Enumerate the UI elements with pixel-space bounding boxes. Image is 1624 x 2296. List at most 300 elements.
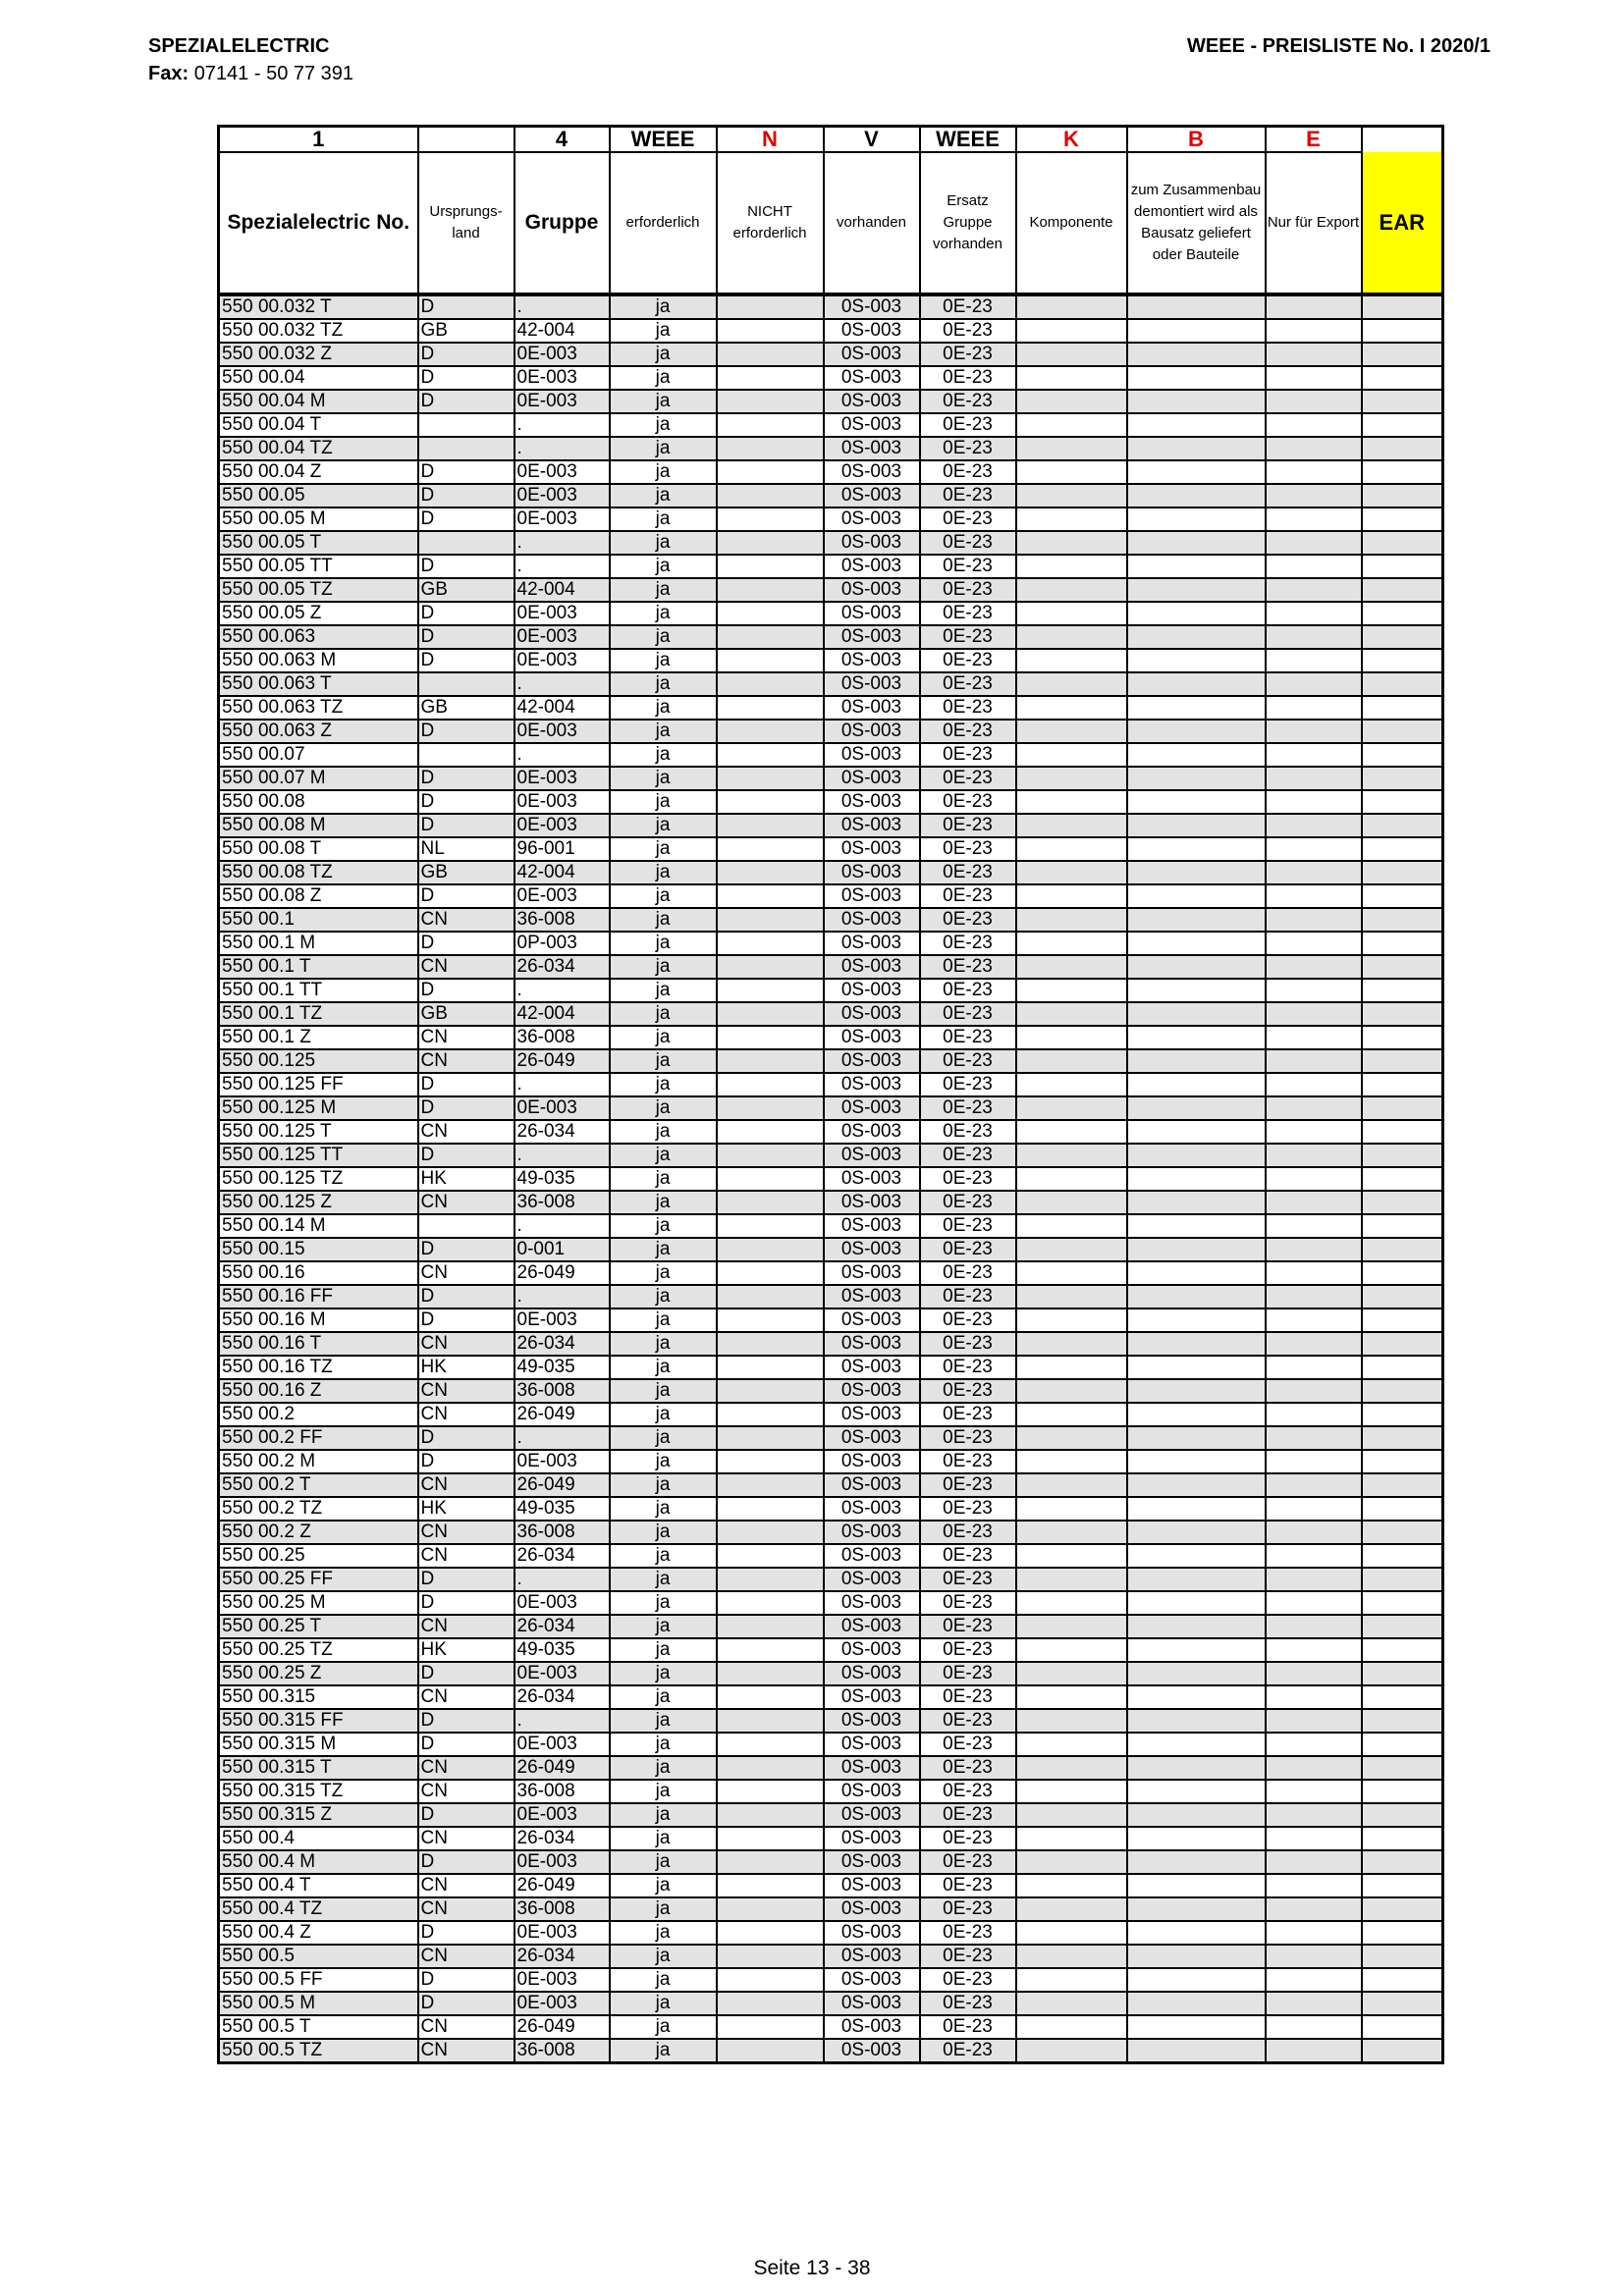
cell-nicht-erforderlich — [717, 1968, 824, 1992]
cell-vorhanden: 0S-003 — [824, 743, 920, 767]
cell-ersatz-gruppe: 0E-23 — [920, 814, 1016, 837]
cell-ear — [1362, 437, 1443, 460]
cell-gruppe: 36-008 — [514, 2039, 610, 2063]
cell-vorhanden: 0S-003 — [824, 1544, 920, 1568]
cell-vorhanden: 0S-003 — [824, 1733, 920, 1756]
table-row — [219, 884, 1443, 908]
cell-zusammenbau — [1127, 1191, 1266, 1214]
cell-vorhanden: 0S-003 — [824, 1945, 920, 1968]
table-row — [219, 1308, 1443, 1332]
cell-gruppe: 26-034 — [514, 1685, 610, 1709]
cell-gruppe: . — [514, 1073, 610, 1096]
cell-export — [1266, 672, 1362, 696]
cell-ear — [1362, 1945, 1443, 1968]
cell-ersatz-gruppe: 0E-23 — [920, 578, 1016, 602]
cell-ersatz-gruppe: 0E-23 — [920, 366, 1016, 390]
col-top-9: B — [1127, 127, 1266, 153]
cell-spezialelectric-no: 550 00.125 TT — [219, 1144, 418, 1167]
cell-ursprungsland: D — [418, 1968, 514, 1992]
cell-vorhanden: 0S-003 — [824, 484, 920, 507]
cell-gruppe: 0E-003 — [514, 343, 610, 366]
cell-vorhanden: 0S-003 — [824, 1615, 920, 1638]
cell-nicht-erforderlich — [717, 1049, 824, 1073]
table-row — [219, 1544, 1443, 1568]
cell-komponente — [1016, 366, 1127, 390]
cell-ear — [1362, 460, 1443, 484]
cell-ersatz-gruppe: 0E-23 — [920, 861, 1016, 884]
cell-spezialelectric-no: 550 00.05 Z — [219, 602, 418, 625]
table-row — [219, 1803, 1443, 1827]
table-row — [219, 507, 1443, 531]
col-top-2 — [418, 127, 514, 153]
cell-gruppe: 0E-003 — [514, 1921, 610, 1945]
cell-nicht-erforderlich — [717, 437, 824, 460]
cell-gruppe: 26-034 — [514, 1945, 610, 1968]
cell-ersatz-gruppe: 0E-23 — [920, 720, 1016, 743]
cell-weee-erforderlich: ja — [610, 1803, 717, 1827]
table-row — [219, 649, 1443, 672]
cell-ursprungsland: D — [418, 1073, 514, 1096]
cell-zusammenbau — [1127, 366, 1266, 390]
cell-gruppe: 96-001 — [514, 837, 610, 861]
cell-spezialelectric-no: 550 00.05 — [219, 484, 418, 507]
cell-komponente — [1016, 1591, 1127, 1615]
cell-export — [1266, 837, 1362, 861]
cell-ursprungsland: CN — [418, 955, 514, 979]
cell-export — [1266, 908, 1362, 932]
cell-ursprungsland: CN — [418, 1544, 514, 1568]
cell-ear — [1362, 1120, 1443, 1144]
cell-komponente — [1016, 1968, 1127, 1992]
cell-spezialelectric-no: 550 00.4 T — [219, 1874, 418, 1897]
cell-gruppe: 36-008 — [514, 1521, 610, 1544]
cell-ear — [1362, 1167, 1443, 1191]
cell-nicht-erforderlich — [717, 366, 824, 390]
cell-gruppe: 0E-003 — [514, 366, 610, 390]
cell-ersatz-gruppe: 0E-23 — [920, 343, 1016, 366]
cell-gruppe: 0E-003 — [514, 884, 610, 908]
cell-weee-erforderlich: ja — [610, 1568, 717, 1591]
cell-zusammenbau — [1127, 884, 1266, 908]
cell-vorhanden: 0S-003 — [824, 1897, 920, 1921]
cell-spezialelectric-no: 550 00.315 Z — [219, 1803, 418, 1827]
cell-spezialelectric-no: 550 00.05 T — [219, 531, 418, 555]
cell-weee-erforderlich: ja — [610, 531, 717, 555]
cell-weee-erforderlich: ja — [610, 1544, 717, 1568]
cell-ursprungsland: D — [418, 884, 514, 908]
cell-zusammenbau — [1127, 1662, 1266, 1685]
cell-zusammenbau — [1127, 649, 1266, 672]
cell-ersatz-gruppe: 0E-23 — [920, 1497, 1016, 1521]
cell-ear — [1362, 837, 1443, 861]
cell-ersatz-gruppe: 0E-23 — [920, 1874, 1016, 1897]
cell-nicht-erforderlich — [717, 1733, 824, 1756]
cell-gruppe: 36-008 — [514, 908, 610, 932]
fax-number: 07141 - 50 77 391 — [193, 63, 354, 84]
cell-vorhanden: 0S-003 — [824, 1120, 920, 1144]
table-row — [219, 1638, 1443, 1662]
cell-vorhanden: 0S-003 — [824, 1214, 920, 1238]
cell-spezialelectric-no: 550 00.08 T — [219, 837, 418, 861]
cell-export — [1266, 1308, 1362, 1332]
cell-spezialelectric-no: 550 00.16 T — [219, 1332, 418, 1356]
cell-weee-erforderlich: ja — [610, 720, 717, 743]
col-export: Nur für Export — [1266, 152, 1362, 294]
cell-gruppe: . — [514, 979, 610, 1002]
cell-zusammenbau — [1127, 814, 1266, 837]
cell-export — [1266, 319, 1362, 343]
cell-export — [1266, 1403, 1362, 1426]
cell-nicht-erforderlich — [717, 1874, 824, 1897]
cell-spezialelectric-no: 550 00.4 Z — [219, 1921, 418, 1945]
cell-spezialelectric-no: 550 00.08 M — [219, 814, 418, 837]
cell-vorhanden: 0S-003 — [824, 837, 920, 861]
cell-zusammenbau — [1127, 1544, 1266, 1568]
cell-zusammenbau — [1127, 484, 1266, 507]
cell-zusammenbau — [1127, 1332, 1266, 1356]
company-header — [148, 32, 353, 87]
cell-weee-erforderlich: ja — [610, 1073, 717, 1096]
cell-spezialelectric-no: 550 00.063 Z — [219, 720, 418, 743]
cell-ursprungsland: D — [418, 790, 514, 814]
cell-ersatz-gruppe: 0E-23 — [920, 1544, 1016, 1568]
cell-export — [1266, 1191, 1362, 1214]
cell-weee-erforderlich: ja — [610, 955, 717, 979]
cell-ersatz-gruppe: 0E-23 — [920, 1662, 1016, 1685]
cell-zusammenbau — [1127, 437, 1266, 460]
cell-weee-erforderlich: ja — [610, 625, 717, 649]
cell-nicht-erforderlich — [717, 2015, 824, 2039]
cell-zusammenbau — [1127, 413, 1266, 437]
cell-ursprungsland: GB — [418, 319, 514, 343]
cell-export — [1266, 1827, 1362, 1850]
table-row — [219, 484, 1443, 507]
cell-spezialelectric-no: 550 00.125 FF — [219, 1073, 418, 1096]
cell-ear — [1362, 531, 1443, 555]
cell-vorhanden: 0S-003 — [824, 413, 920, 437]
cell-export — [1266, 979, 1362, 1002]
cell-komponente — [1016, 319, 1127, 343]
col-zusammenbau: zum Zusammenbau demontiert wird als Bausatz geliefert oder Bauteile — [1127, 152, 1266, 294]
cell-export — [1266, 460, 1362, 484]
cell-gruppe: 26-034 — [514, 955, 610, 979]
col-ersatz-gruppe: Ersatz Gruppe vorhanden — [920, 152, 1016, 294]
table-row — [219, 1709, 1443, 1733]
cell-ear — [1362, 1992, 1443, 2015]
cell-komponente — [1016, 1568, 1127, 1591]
cell-nicht-erforderlich — [717, 908, 824, 932]
cell-ursprungsland: HK — [418, 1167, 514, 1191]
cell-zusammenbau — [1127, 507, 1266, 531]
cell-export — [1266, 531, 1362, 555]
cell-ear — [1362, 1897, 1443, 1921]
cell-weee-erforderlich: ja — [610, 294, 717, 319]
cell-gruppe: 0E-003 — [514, 767, 610, 790]
cell-vorhanden: 0S-003 — [824, 1709, 920, 1733]
cell-gruppe: 42-004 — [514, 696, 610, 720]
cell-komponente — [1016, 743, 1127, 767]
fax-line — [148, 60, 353, 87]
cell-gruppe: . — [514, 1285, 610, 1308]
cell-ear — [1362, 1214, 1443, 1238]
cell-export — [1266, 1096, 1362, 1120]
col-ear: EAR — [1362, 152, 1443, 294]
cell-spezialelectric-no: 550 00.07 — [219, 743, 418, 767]
table-row — [219, 1521, 1443, 1544]
cell-ursprungsland: CN — [418, 1780, 514, 1803]
cell-export — [1266, 1473, 1362, 1497]
cell-ursprungsland: CN — [418, 1049, 514, 1073]
table-row — [219, 1002, 1443, 1026]
cell-ersatz-gruppe: 0E-23 — [920, 1897, 1016, 1921]
cell-export — [1266, 1662, 1362, 1685]
table-row — [219, 1285, 1443, 1308]
cell-zusammenbau — [1127, 720, 1266, 743]
cell-export — [1266, 1568, 1362, 1591]
cell-spezialelectric-no: 550 00.4 TZ — [219, 1897, 418, 1921]
table-row — [219, 696, 1443, 720]
cell-gruppe: 0E-003 — [514, 1096, 610, 1120]
table-row — [219, 437, 1443, 460]
cell-ursprungsland: CN — [418, 1120, 514, 1144]
cell-ear — [1362, 319, 1443, 343]
cell-ursprungsland: GB — [418, 1002, 514, 1026]
cell-ersatz-gruppe: 0E-23 — [920, 437, 1016, 460]
cell-komponente — [1016, 1827, 1127, 1850]
cell-vorhanden: 0S-003 — [824, 437, 920, 460]
cell-zusammenbau — [1127, 1238, 1266, 1261]
cell-export — [1266, 1685, 1362, 1709]
table-row — [219, 390, 1443, 413]
cell-nicht-erforderlich — [717, 1685, 824, 1709]
cell-zusammenbau — [1127, 932, 1266, 955]
cell-zusammenbau — [1127, 531, 1266, 555]
cell-ear — [1362, 720, 1443, 743]
cell-gruppe: 49-035 — [514, 1638, 610, 1662]
cell-ursprungsland: D — [418, 1850, 514, 1874]
cell-zusammenbau — [1127, 1120, 1266, 1144]
cell-ursprungsland: CN — [418, 1685, 514, 1709]
table-row — [219, 1261, 1443, 1285]
cell-zusammenbau — [1127, 1379, 1266, 1403]
cell-spezialelectric-no: 550 00.125 T — [219, 1120, 418, 1144]
cell-ersatz-gruppe: 0E-23 — [920, 555, 1016, 578]
cell-nicht-erforderlich — [717, 1638, 824, 1662]
cell-spezialelectric-no: 550 00.16 FF — [219, 1285, 418, 1308]
cell-spezialelectric-no: 550 00.2 M — [219, 1450, 418, 1473]
cell-weee-erforderlich: ja — [610, 1379, 717, 1403]
table-row — [219, 861, 1443, 884]
cell-weee-erforderlich: ja — [610, 1214, 717, 1238]
cell-vorhanden: 0S-003 — [824, 1096, 920, 1120]
cell-ersatz-gruppe: 0E-23 — [920, 1733, 1016, 1756]
cell-vorhanden: 0S-003 — [824, 696, 920, 720]
cell-ersatz-gruppe: 0E-23 — [920, 1450, 1016, 1473]
cell-komponente — [1016, 1026, 1127, 1049]
cell-zusammenbau — [1127, 1638, 1266, 1662]
cell-vorhanden: 0S-003 — [824, 1968, 920, 1992]
cell-export — [1266, 1379, 1362, 1403]
cell-export — [1266, 437, 1362, 460]
cell-komponente — [1016, 932, 1127, 955]
cell-ear — [1362, 578, 1443, 602]
cell-gruppe: 26-049 — [514, 1756, 610, 1780]
cell-vorhanden: 0S-003 — [824, 1426, 920, 1450]
cell-export — [1266, 1615, 1362, 1638]
cell-ersatz-gruppe: 0E-23 — [920, 1568, 1016, 1591]
table-row — [219, 1191, 1443, 1214]
cell-zusammenbau — [1127, 1921, 1266, 1945]
cell-export — [1266, 861, 1362, 884]
cell-vorhanden: 0S-003 — [824, 1497, 920, 1521]
cell-ersatz-gruppe: 0E-23 — [920, 484, 1016, 507]
cell-ersatz-gruppe: 0E-23 — [920, 932, 1016, 955]
cell-weee-erforderlich: ja — [610, 602, 717, 625]
cell-ersatz-gruppe: 0E-23 — [920, 413, 1016, 437]
table-row — [219, 343, 1443, 366]
cell-spezialelectric-no: 550 00.25 TZ — [219, 1638, 418, 1662]
cell-vorhanden: 0S-003 — [824, 507, 920, 531]
cell-export — [1266, 649, 1362, 672]
cell-nicht-erforderlich — [717, 1120, 824, 1144]
table-row — [219, 814, 1443, 837]
cell-ear — [1362, 1709, 1443, 1733]
cell-gruppe: 0E-003 — [514, 1968, 610, 1992]
cell-nicht-erforderlich — [717, 1473, 824, 1497]
cell-ersatz-gruppe: 0E-23 — [920, 1308, 1016, 1332]
cell-weee-erforderlich: ja — [610, 743, 717, 767]
table-row — [219, 1450, 1443, 1473]
cell-zusammenbau — [1127, 1073, 1266, 1096]
cell-export — [1266, 555, 1362, 578]
cell-komponente — [1016, 343, 1127, 366]
cell-vorhanden: 0S-003 — [824, 390, 920, 413]
cell-weee-erforderlich: ja — [610, 1733, 717, 1756]
cell-vorhanden: 0S-003 — [824, 1591, 920, 1615]
cell-spezialelectric-no: 550 00.05 TZ — [219, 578, 418, 602]
cell-spezialelectric-no: 550 00.16 TZ — [219, 1356, 418, 1379]
cell-gruppe: . — [514, 555, 610, 578]
page-number: Seite 13 - 38 — [753, 2257, 871, 2279]
cell-nicht-erforderlich — [717, 343, 824, 366]
cell-ursprungsland: CN — [418, 2015, 514, 2039]
cell-vorhanden: 0S-003 — [824, 672, 920, 696]
cell-ursprungsland: CN — [418, 1897, 514, 1921]
cell-ear — [1362, 1049, 1443, 1073]
cell-komponente — [1016, 1379, 1127, 1403]
cell-export — [1266, 1780, 1362, 1803]
cell-ursprungsland: D — [418, 555, 514, 578]
cell-export — [1266, 1285, 1362, 1308]
cell-ursprungsland: CN — [418, 908, 514, 932]
cell-ersatz-gruppe: 0E-23 — [920, 1379, 1016, 1403]
cell-ersatz-gruppe: 0E-23 — [920, 531, 1016, 555]
table-row — [219, 1897, 1443, 1921]
cell-nicht-erforderlich — [717, 1426, 824, 1450]
table-row — [219, 1827, 1443, 1850]
cell-ursprungsland: CN — [418, 1473, 514, 1497]
table-row — [219, 743, 1443, 767]
col-top-8: K — [1016, 127, 1127, 153]
cell-spezialelectric-no: 550 00.1 — [219, 908, 418, 932]
cell-weee-erforderlich: ja — [610, 814, 717, 837]
cell-ersatz-gruppe: 0E-23 — [920, 1144, 1016, 1167]
table-row — [219, 720, 1443, 743]
cell-komponente — [1016, 1285, 1127, 1308]
cell-komponente — [1016, 1733, 1127, 1756]
cell-nicht-erforderlich — [717, 555, 824, 578]
cell-zusammenbau — [1127, 1874, 1266, 1897]
cell-export — [1266, 1214, 1362, 1238]
cell-export — [1266, 1026, 1362, 1049]
cell-export — [1266, 1497, 1362, 1521]
cell-weee-erforderlich: ja — [610, 1638, 717, 1662]
cell-weee-erforderlich: ja — [610, 1144, 717, 1167]
cell-ersatz-gruppe: 0E-23 — [920, 460, 1016, 484]
cell-weee-erforderlich: ja — [610, 837, 717, 861]
cell-ersatz-gruppe: 0E-23 — [920, 1214, 1016, 1238]
cell-komponente — [1016, 1992, 1127, 2015]
table-row — [219, 1992, 1443, 2015]
cell-gruppe: 0E-003 — [514, 720, 610, 743]
table-row — [219, 2039, 1443, 2063]
cell-ursprungsland: CN — [418, 1756, 514, 1780]
cell-export — [1266, 413, 1362, 437]
cell-komponente — [1016, 1191, 1127, 1214]
cell-spezialelectric-no: 550 00.25 T — [219, 1615, 418, 1638]
cell-vorhanden: 0S-003 — [824, 578, 920, 602]
cell-komponente — [1016, 837, 1127, 861]
cell-komponente — [1016, 1521, 1127, 1544]
cell-ersatz-gruppe: 0E-23 — [920, 1026, 1016, 1049]
cell-weee-erforderlich: ja — [610, 1026, 717, 1049]
cell-nicht-erforderlich — [717, 1544, 824, 1568]
col-top-10: E — [1266, 127, 1362, 153]
cell-weee-erforderlich: ja — [610, 1615, 717, 1638]
cell-nicht-erforderlich — [717, 2039, 824, 2063]
table-row — [219, 319, 1443, 343]
cell-komponente — [1016, 1002, 1127, 1026]
cell-ear — [1362, 1308, 1443, 1332]
cell-spezialelectric-no: 550 00.08 Z — [219, 884, 418, 908]
cell-spezialelectric-no: 550 00.1 TT — [219, 979, 418, 1002]
cell-ear — [1362, 1002, 1443, 1026]
cell-weee-erforderlich: ja — [610, 696, 717, 720]
cell-weee-erforderlich: ja — [610, 672, 717, 696]
cell-ursprungsland: D — [418, 460, 514, 484]
cell-ear — [1362, 1591, 1443, 1615]
cell-komponente — [1016, 1426, 1127, 1450]
cell-nicht-erforderlich — [717, 1285, 824, 1308]
company-name: SPEZIALELECTRIC — [148, 35, 330, 57]
cell-export — [1266, 1733, 1362, 1756]
cell-nicht-erforderlich — [717, 720, 824, 743]
cell-ursprungsland: CN — [418, 1521, 514, 1544]
cell-vorhanden: 0S-003 — [824, 1238, 920, 1261]
cell-export — [1266, 1120, 1362, 1144]
cell-ersatz-gruppe: 0E-23 — [920, 790, 1016, 814]
cell-nicht-erforderlich — [717, 1780, 824, 1803]
cell-gruppe: . — [514, 1568, 610, 1591]
cell-ear — [1362, 602, 1443, 625]
table-row — [219, 460, 1443, 484]
cell-ursprungsland: D — [418, 1285, 514, 1308]
cell-gruppe: 0E-003 — [514, 507, 610, 531]
fax-label: Fax: — [148, 63, 189, 84]
cell-vorhanden: 0S-003 — [824, 932, 920, 955]
table-row — [219, 908, 1443, 932]
cell-spezialelectric-no: 550 00.1 Z — [219, 1026, 418, 1049]
